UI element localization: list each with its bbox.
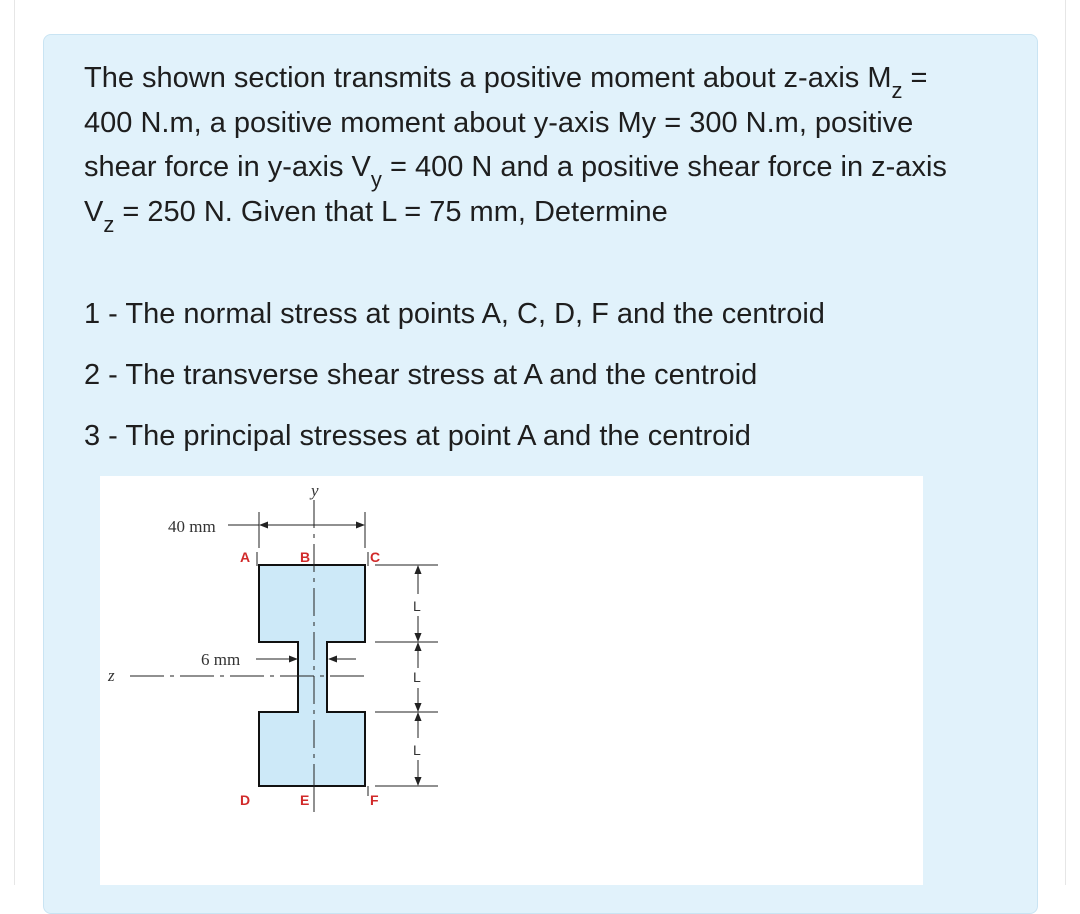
question-item-1: 1 - The normal stress at points A, C, D, F and the centroid [84, 298, 825, 330]
subscript-z: z [103, 211, 115, 237]
dim-L1-label: L [413, 598, 421, 614]
subscript-y: y [370, 167, 382, 192]
question-list [84, 292, 825, 475]
dim-web-label: 6 mm [201, 650, 241, 669]
point-C-label: C [370, 549, 381, 565]
dim-L2-label: L [413, 669, 421, 685]
question-item-3: 3 - The principal stresses at point A and the centroid [84, 420, 751, 452]
problem-paragraph [84, 56, 954, 237]
cross-section-figure [100, 476, 923, 885]
point-F-label: F [370, 792, 379, 808]
dim-width-label: 40 mm [168, 517, 216, 536]
y-axis-label: y [311, 481, 319, 500]
point-B-label: B [300, 549, 311, 565]
problem-text-3: = 400 N and a positive shear force in z-axis V [84, 151, 947, 228]
problem-text-4: = 250 N. Given that L = 75 mm, Determine [114, 195, 668, 228]
cross-section-diagram [100, 476, 923, 885]
dim-L3-label: L [413, 742, 421, 758]
problem-text-2: = 400 N.m, a positive moment about y-axis My = 300 N.m, positive shear force in y-axis V [84, 62, 928, 183]
point-A-label: A [240, 549, 251, 565]
question-item-2: 2 - The transverse shear stress at A and the centroid [84, 359, 758, 391]
problem-statement [84, 56, 954, 237]
point-D-label: D [240, 792, 251, 808]
subscript-z: z [891, 78, 903, 103]
point-E-label: E [300, 792, 310, 808]
z-axis-label: z [108, 666, 115, 685]
problem-text-1: The shown section transmits a positive moment about z-axis M [84, 62, 892, 94]
